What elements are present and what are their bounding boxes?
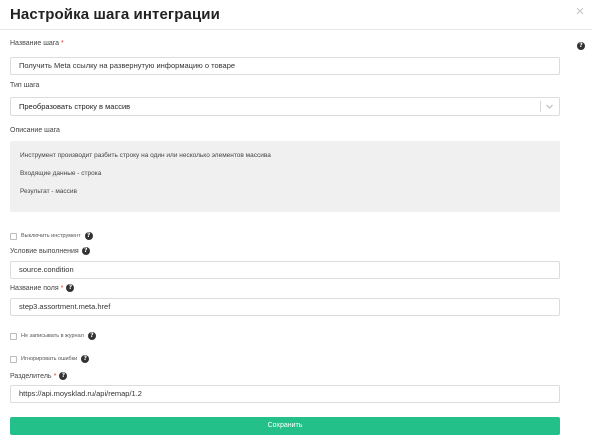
step-name-label-text: Название шага: [10, 40, 60, 47]
field-name-label-text: Название поля: [10, 284, 59, 292]
separator-label-text: Разделитель: [10, 372, 52, 380]
step-type-value: Преобразовать строку в массив: [19, 102, 131, 111]
ignore-errors-label: Игнорировать ошибки: [21, 356, 78, 362]
disable-tool-checkbox[interactable]: [10, 233, 17, 240]
condition-label-text: Условие выполнения: [10, 247, 79, 255]
help-icon[interactable]: ?: [66, 284, 74, 292]
separator-label: [10, 372, 67, 380]
help-icon[interactable]: ?: [59, 372, 67, 380]
help-icon[interactable]: ?: [85, 232, 93, 240]
help-icon[interactable]: ?: [82, 247, 90, 255]
no-journal-row: [10, 331, 96, 341]
separator-input[interactable]: https://api.moysklad.ru/api/remap/1.2: [10, 385, 560, 403]
save-button[interactable]: Сохранить: [10, 417, 560, 435]
ignore-errors-checkbox[interactable]: [10, 356, 17, 363]
help-icon[interactable]: ?: [81, 355, 89, 363]
ignore-errors-row: [10, 354, 89, 364]
modal-title: Настройка шага интеграции: [10, 6, 220, 23]
required-mark: *: [53, 372, 57, 380]
required-mark: *: [61, 40, 64, 47]
chevron-down-icon[interactable]: [545, 98, 554, 115]
help-icon[interactable]: ?: [88, 332, 96, 340]
description-line: Результат - массив: [20, 188, 78, 195]
select-divider: [540, 101, 541, 112]
description-line: Входящие данные - строка: [20, 170, 102, 177]
disable-tool-label: Выключить инструмент: [21, 233, 81, 239]
step-description-label: Описание шага: [10, 127, 60, 134]
field-name-input[interactable]: step3.assortment.meta.href: [10, 298, 560, 316]
disable-tool-row: [10, 231, 93, 241]
header-divider: [0, 29, 592, 30]
no-journal-checkbox[interactable]: [10, 333, 17, 340]
condition-label: [10, 247, 90, 255]
help-icon[interactable]: ?: [577, 42, 585, 50]
field-name-label: [10, 284, 74, 292]
description-line: Инструмент производит разбить строку на один или несколько элементов массива: [20, 152, 271, 159]
close-icon[interactable]: ×: [575, 3, 585, 20]
step-description-box: [10, 141, 560, 212]
no-journal-label: Не записывать в журнал: [21, 333, 84, 339]
step-name-input[interactable]: Получить Meta ссылку на развернутую информацию о товаре: [10, 57, 560, 75]
step-type-label: Тип шага: [10, 82, 40, 89]
required-mark: *: [60, 284, 64, 292]
step-name-label: [10, 40, 64, 47]
condition-input[interactable]: source.condition: [10, 261, 560, 279]
step-type-select[interactable]: [10, 97, 560, 116]
